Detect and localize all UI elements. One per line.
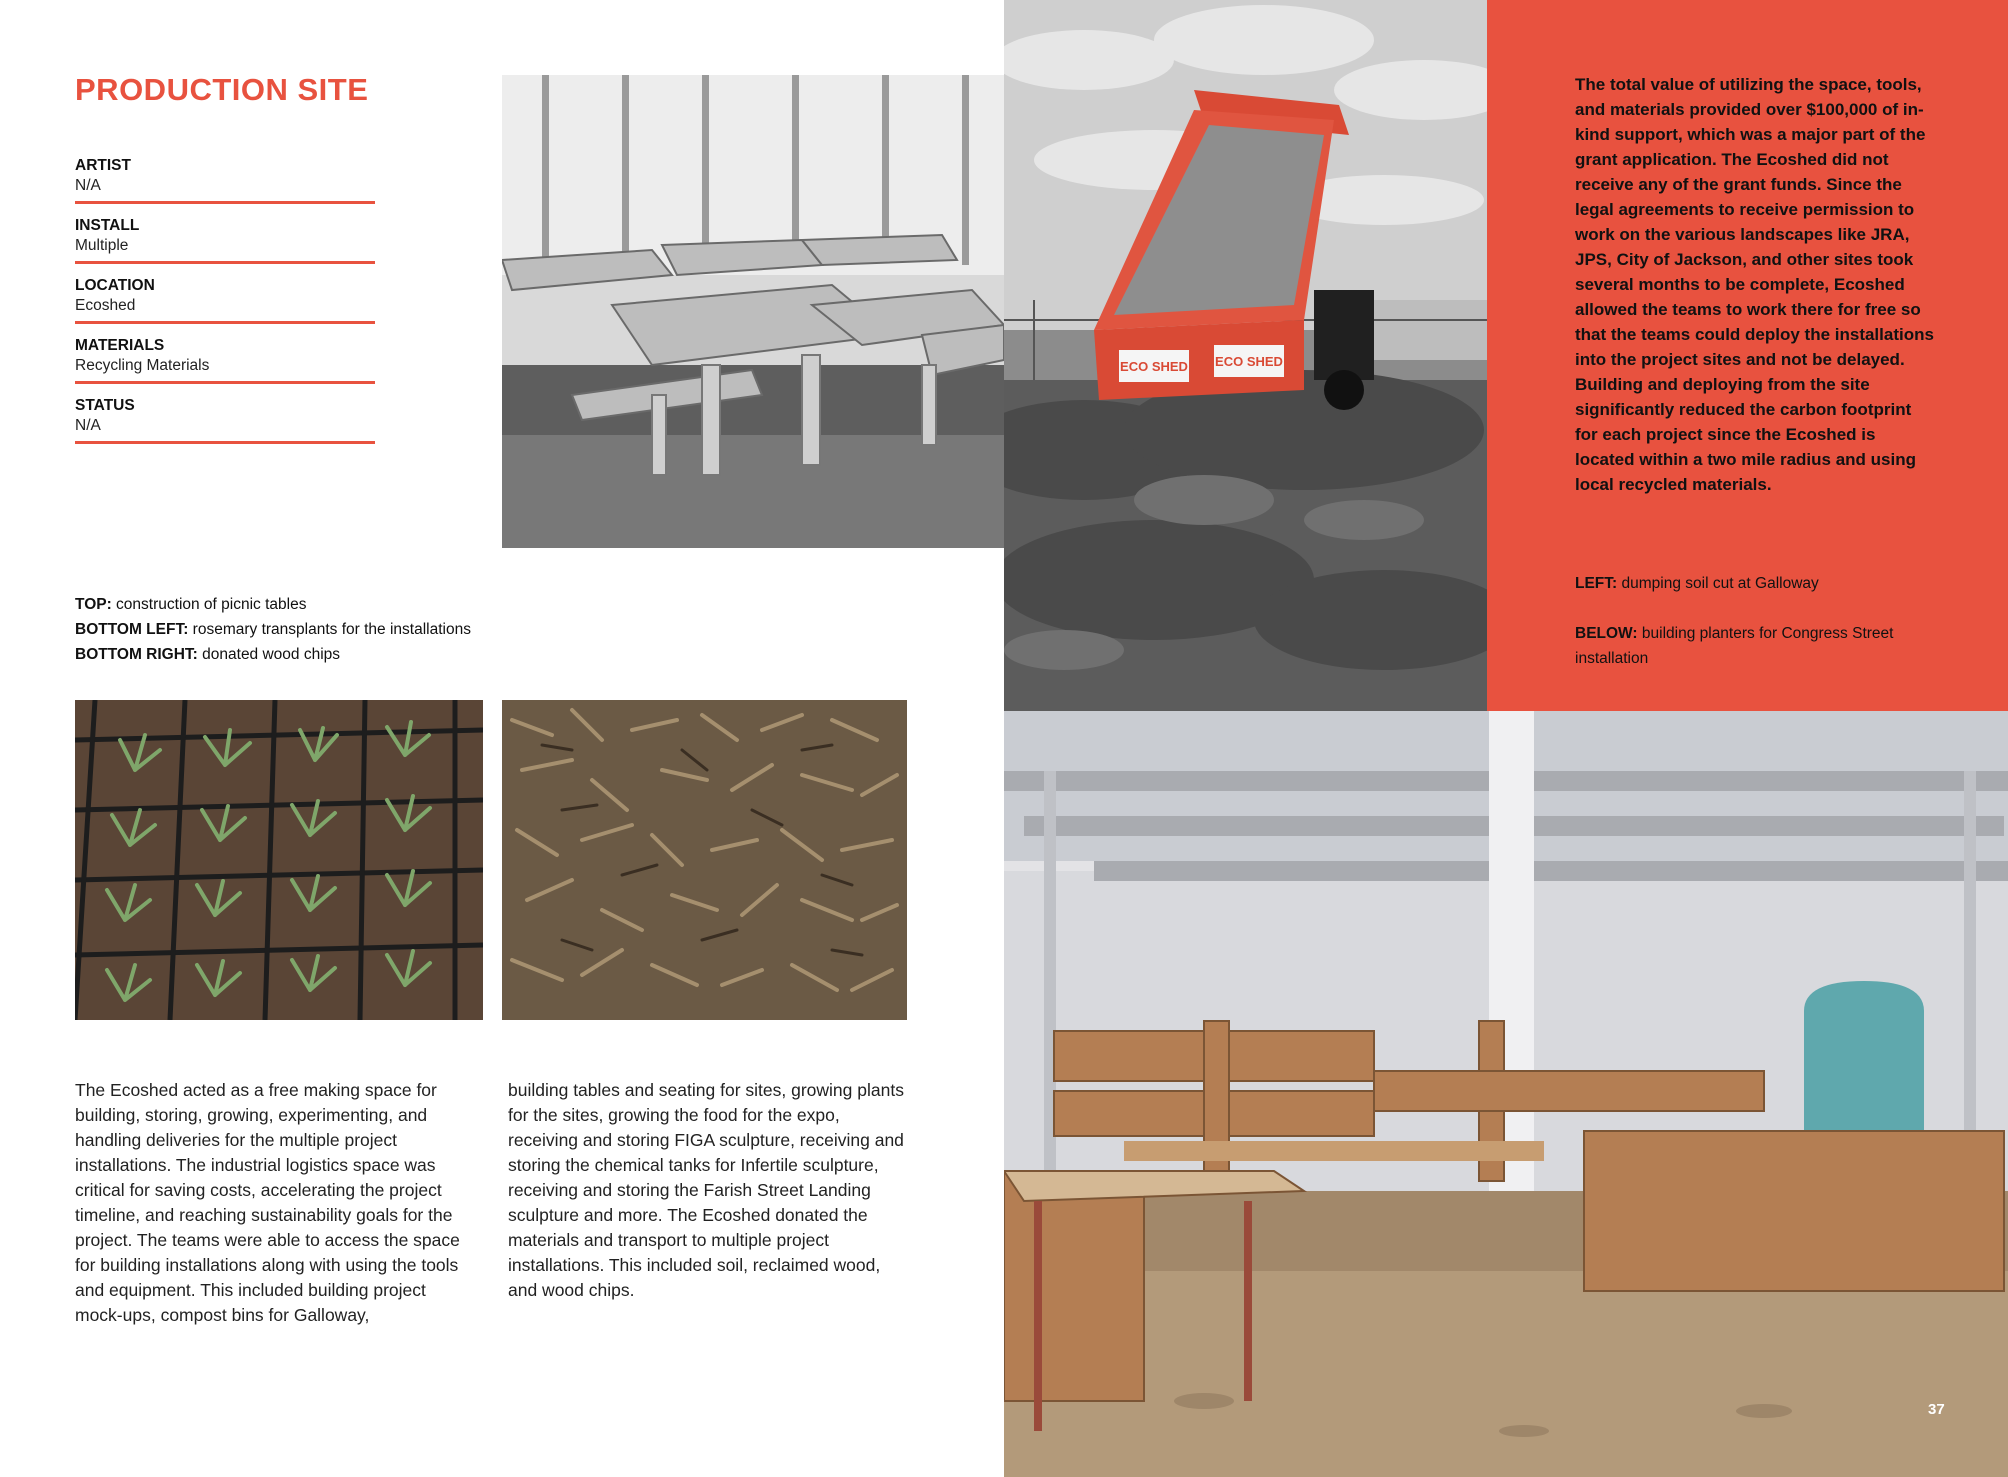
- meta-value: Multiple: [75, 237, 129, 254]
- meta-install: [75, 216, 375, 264]
- meta-value: N/A: [75, 417, 101, 434]
- meta-value: Recycling Materials: [75, 357, 210, 374]
- meta-divider: [75, 261, 375, 264]
- meta-divider: [75, 321, 375, 324]
- sidebar-text: The total value of utilizing the space, tools, and materials provided over $100,000 of in-kind support, which was a major part of the grant application. The Ecoshed did not receive any of the grant funds. Since the legal agreements to receive permission to work on the various landscapes like JRA, JPS, City of Jackson, and other sites took several months to be complete, Ecoshed allowed the teams to work there for free so that the teams could deploy the installations into the project sites and not be delayed. Building and deploying from the site significantly reduced the carbon footprint for each project since the Ecoshed is located within a two mile radius and using local recycled materials.: [1575, 75, 1934, 494]
- body-text-col-1: The Ecoshed acted as a free making space for building, storing, growing, experimenting, and handling deliveries for the multiple project installations. The industrial logistics space was critical for saving costs, accelerating the project timeline, and reaching sustainability goals for the project. The teams were able to access the space for building installations along with using the tools and equipment. This included building project mock-ups, compost bins for Galloway,: [75, 1080, 460, 1325]
- meta-value: Ecoshed: [75, 297, 136, 314]
- meta-artist: [75, 156, 375, 204]
- caption-bottom-left: BOTTOM LEFT: rosemary transplants for the installations: [75, 621, 471, 638]
- truck-sign-right: ECO SHED: [1215, 354, 1283, 369]
- meta-value: N/A: [75, 177, 101, 194]
- meta-location: [75, 276, 375, 324]
- photo-planters: [1004, 711, 2008, 1477]
- meta-label: MATERIALS: [75, 337, 165, 354]
- meta-materials: [75, 336, 375, 384]
- caption-top: TOP: construction of picnic tables: [75, 596, 307, 613]
- photo-rosemary-transplants: [75, 700, 483, 1020]
- meta-divider: [75, 441, 375, 444]
- photo-dump-truck: [1004, 0, 1487, 711]
- caption-left: LEFT: dumping soil cut at Galloway: [1575, 575, 1819, 592]
- meta-label: LOCATION: [75, 277, 155, 294]
- meta-divider: [75, 201, 375, 204]
- meta-label: ARTIST: [75, 157, 131, 174]
- photo-picnic-tables: [502, 75, 1004, 548]
- caption-block: [75, 592, 471, 667]
- meta-label: STATUS: [75, 397, 135, 414]
- meta-divider: [75, 381, 375, 384]
- body-text-col-2: building tables and seating for sites, growing plants for the sites, growing the food for the expo, receiving and storing FIGA sculpture, receiving and storing the chemical tanks for Infertile sculpture, receiving and storing the Farish Street Landing sculpture and more. The Ecoshed donated the materials and transport to multiple project installations. This included soil, reclaimed wood, and wood chips.: [508, 1080, 904, 1300]
- page-title: PRODUCTION SITE: [75, 72, 369, 107]
- meta-status: [75, 396, 375, 444]
- caption-below: BELOW: building planters for Congress Street installation: [1575, 625, 1894, 667]
- caption-bottom-right: BOTTOM RIGHT: donated wood chips: [75, 646, 341, 663]
- truck-sign-left: ECO SHED: [1120, 359, 1188, 374]
- meta-label: INSTALL: [75, 217, 140, 234]
- page-number: 37: [1928, 1401, 1945, 1418]
- photo-wood-chips: [502, 700, 907, 1020]
